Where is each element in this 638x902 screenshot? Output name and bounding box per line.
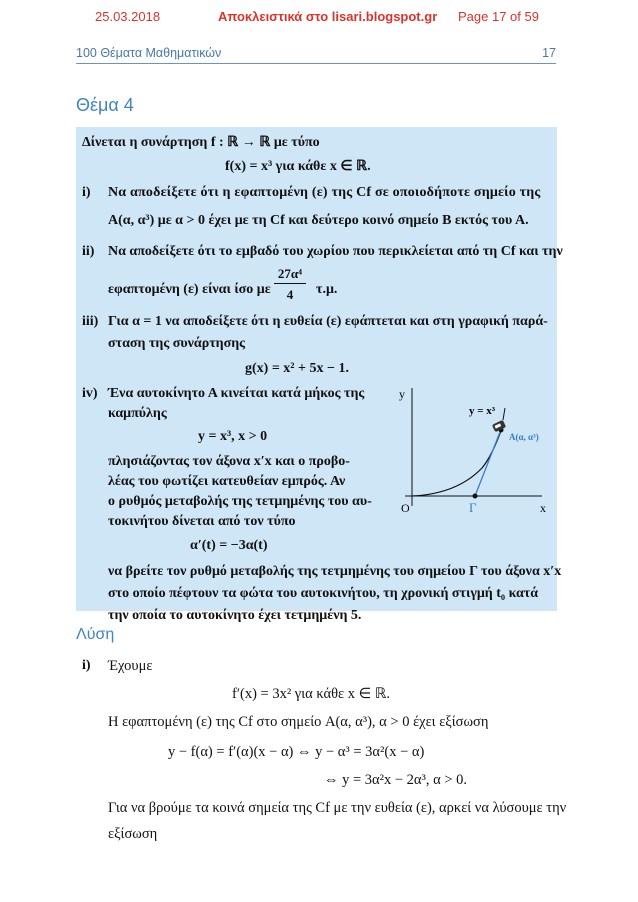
origin-label: O [401,501,410,515]
x-axis-label: x [540,501,546,515]
item-iv-line-1: Ένα αυτοκίνητο Α κινείται κατά μήκος της [108,386,365,401]
item-ii-line-2: εφαπτομένη (ε) είναι ίσο με [108,282,271,297]
headlight-beam [475,432,500,496]
g-formula: g(x) = x² + 5x − 1. [245,361,349,376]
solution-line-6: Για να βρούμε τα κοινά σημεία της Cf με την ευθεία (ε), αρκεί να λύσουμε την [108,800,567,816]
item-iv-line-4: λέας του φωτίζει κατευθείαν εμπρός. Αν [108,474,346,489]
item-iii-line-1: Για α = 1 να αποδείξετε ότι η ευθεία (ε) εφάπτεται και στη γραφική παρά- [108,314,548,329]
item-iv-line-2: καμπύλης [108,406,167,421]
point-a-label: Α(α, α³) [509,432,539,442]
section-title: Θέμα 4 [76,95,134,115]
point-gamma [473,494,478,499]
solution-line-1: Έχουμε [108,658,153,674]
area-fraction-numerator: 27α⁴ [277,266,303,281]
item-iv-line-8: στο οποίο πέφτουν τα φώτα του αυτοκινήτου, τη χρονική στιγμή t₀ κατά [108,586,539,601]
solution-line-7: εξίσωση [108,826,158,842]
item-label-i: i) [82,185,91,200]
item-ii-line-1: Να αποδείξετε ότι το εμβαδό του χωρίου που περικλείεται από τη Cf και την [108,244,563,259]
header-rule [76,63,556,64]
problem-intro: Δίνεται η συνάρτηση f : ℝ → ℝ με τύπο [82,135,320,150]
solution-line-2: f′(x) = 3x² για κάθε x ∈ ℝ. [232,686,391,702]
solution-title: Λύση [76,626,115,643]
item-iv-line-9: την οποία το αυτοκίνητο έχει τετμημένη 5. [108,608,362,623]
fraction-bar [274,283,306,284]
item-iv-line-5: ο ρυθμός μεταβολής της τετμημένης του αυ- [108,494,372,509]
label-pointer [503,408,505,420]
solution-line-3: Η εφαπτομένη (ε) της Cf στο σημείο A(α, α³), α > 0 έχει εξίσωση [108,714,489,730]
item-i-line-1: Να αποδείξετε ότι η εφαπτομένη (ε) της Cf σε οποιοδήποτε σημείο της [108,185,541,200]
item-iv-line-7: να βρείτε τον ρυθμό μεταβολής της τετμημένης του σημείου Γ του άξονα x′x [108,564,562,579]
curve-graph [397,388,547,518]
solution-line-4: y − f(α) = f′(α)(x − α) ⇔ y − α³ = 3α²(x − α) [168,744,425,760]
item-ii-unit: τ.μ. [316,282,338,297]
solution-line-5: ⇔ y = 3α²x − 2α³, α > 0. [324,772,468,788]
page-number: 17 [542,46,556,60]
header-page: Page 17 of 59 [458,9,539,24]
header-site: Αποκλειστικά στο lisari.blogspot.gr [218,9,438,24]
y-axis-label: y [399,388,405,401]
solution-label-i: i) [82,658,91,673]
header-date: 25.03.2018 [95,9,161,24]
area-fraction-denominator: 4 [286,287,294,302]
item-label-iii: iii) [82,314,99,329]
item-iv-line-6: τοκινήτου δίνεται από τον τύπο [108,514,296,529]
rate-formula: α′(t) = −3α(t) [190,538,268,553]
book-title: 100 Θέματα Μαθηματικών [76,46,222,60]
item-iii-line-2: σταση της συνάρτησης [108,336,246,351]
item-label-ii: ii) [82,244,95,259]
item-i-line-2: A(α, α³) με α > 0 έχει με τη Cf και δεύτερο κοινό σημείο Β εκτός του Α. [108,213,529,228]
gamma-label: Γ [469,500,477,515]
item-iv-line-3: πλησιάζοντας τον άξονα x′x και ο προβο- [108,454,350,469]
item-label-iv: iv) [82,386,98,401]
car-icon [492,420,506,432]
curve-formula: y = x³, x > 0 [198,429,268,444]
curve-label: y = x³ [469,405,496,417]
page-header [0,9,638,29]
running-head [76,46,556,60]
problem-formula: f(x) = x³ για κάθε x ∈ ℝ. [225,159,371,174]
